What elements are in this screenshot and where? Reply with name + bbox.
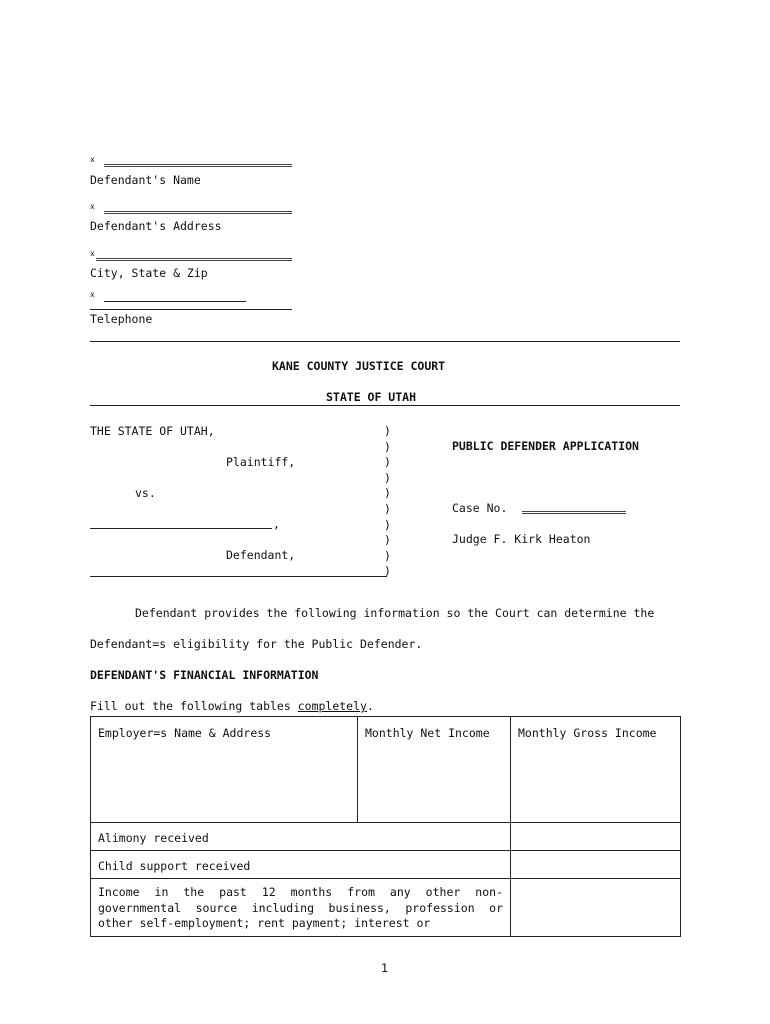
telephone-label: Telephone [90, 312, 153, 326]
x-mark: x [90, 249, 95, 258]
employer-header: Employer=s Name & Address [98, 726, 272, 740]
intro-line-2: Defendant=s eligibility for the Public Defender. [90, 637, 423, 651]
defendant-party-field[interactable] [90, 528, 272, 529]
table-row [91, 823, 681, 851]
versus-text: vs. [135, 486, 156, 500]
x-mark: x [90, 290, 95, 299]
x-mark: x [90, 202, 95, 211]
child-support-amount-cell[interactable] [511, 851, 681, 879]
telephone-field[interactable] [104, 301, 246, 302]
net-income-header: Monthly Net Income [365, 726, 490, 740]
employer-cell[interactable] [91, 717, 358, 823]
plaintiff-party: THE STATE OF UTAH, [90, 424, 215, 438]
defendant-label: Defendant, [226, 548, 296, 562]
instruction-text: Fill out the following tables [90, 699, 298, 713]
caption-parentheses: ) ) ) ) ) ) ) ) ) ) [384, 424, 391, 579]
other-income-amount-cell[interactable] [511, 879, 681, 937]
gross-income-header: Monthly Gross Income [518, 726, 657, 740]
court-state: STATE OF UTAH [326, 390, 417, 404]
top-divider [90, 341, 680, 342]
caption-bottom-line [90, 576, 387, 577]
city-state-zip-field[interactable] [96, 258, 292, 261]
alimony-amount-cell[interactable] [511, 823, 681, 851]
row-label-cell [91, 851, 511, 879]
intro-line-1: Defendant provides the following information so the Court can determine the [135, 606, 655, 620]
defendant-address-field[interactable] [104, 211, 292, 214]
employer-row [91, 717, 681, 823]
table-row [91, 851, 681, 879]
financial-table [90, 716, 681, 937]
child-support-label: Child support received [98, 859, 251, 873]
financial-section-heading: DEFENDANT'S FINANCIAL INFORMATION [90, 668, 319, 682]
x-mark: x [90, 155, 95, 164]
defendant-address-label: Defendant's Address [90, 219, 222, 233]
instruction-emphasis: completely [297, 699, 367, 713]
case-number-label: Case No. [452, 501, 508, 515]
defendant-party-comma: , [273, 517, 280, 531]
instruction-period: . [366, 699, 374, 713]
defendant-name-label: Defendant's Name [90, 173, 201, 187]
court-title: KANE COUNTY JUSTICE COURT [272, 359, 446, 373]
row-label-cell [91, 823, 511, 851]
net-income-cell[interactable] [358, 717, 511, 823]
gross-income-cell[interactable] [511, 717, 681, 823]
city-state-zip-label: City, State & Zip [90, 266, 208, 280]
defendant-name-field[interactable] [104, 164, 292, 167]
plaintiff-label: Plaintiff, [226, 455, 296, 469]
table-instruction [90, 699, 374, 713]
page-number: 1 [381, 961, 388, 975]
other-income-label: Income in the past 12 months from any other non-governmental source including business, profession or other self-employment; rent payment; interest or [98, 885, 503, 930]
judge-name: Judge F. Kirk Heaton [452, 532, 591, 546]
row-label-cell [91, 879, 511, 937]
table-row [91, 879, 681, 937]
alimony-label: Alimony received [98, 831, 209, 845]
document-title: PUBLIC DEFENDER APPLICATION [452, 439, 639, 453]
case-number-field[interactable] [522, 511, 626, 514]
caption-divider [90, 405, 680, 406]
telephone-underline [90, 309, 292, 310]
